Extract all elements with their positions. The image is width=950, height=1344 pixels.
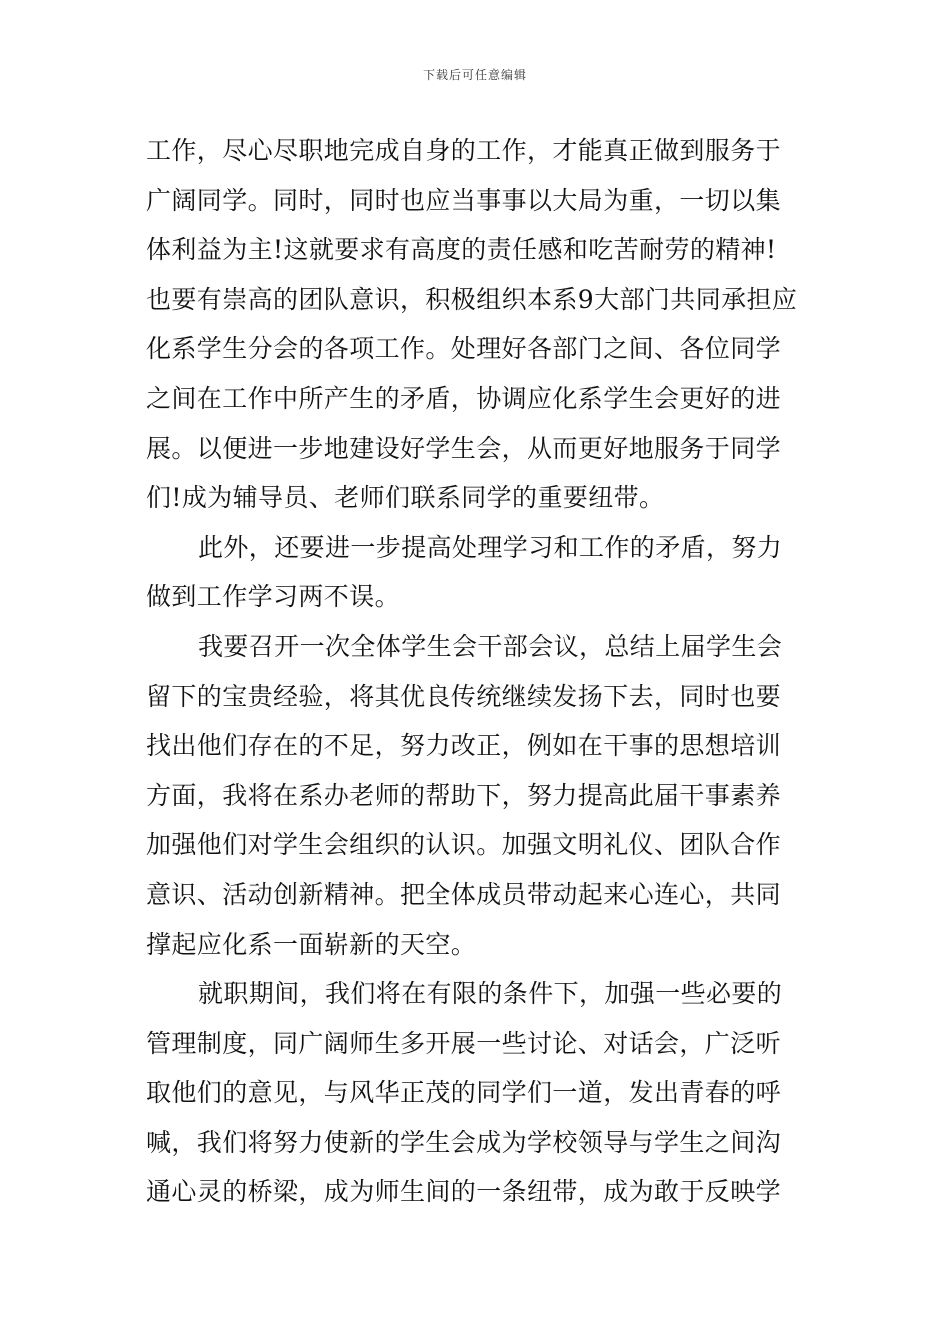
text-line: 加强他们对学生会组织的认识。加强文明礼仪、团队合作 [146, 830, 782, 860]
text-line: 方面，我将在系办老师的帮助下，努力提高此届干事素养 [146, 780, 782, 810]
text-line: 广阔同学。同时，同时也应当事事以大局为重，一切以集 [146, 185, 782, 215]
text-line: 撑起应化系一面崭新的天空。 [146, 929, 477, 959]
text-line: 化系学生分会的各项工作。处理好各部门之间、各位同学 [146, 334, 782, 364]
text-line: 管理制度，同广阔师生多开展一些讨论、对话会，广泛听 [146, 1028, 782, 1058]
text-line: 体利益为主!这就要求有高度的责任感和吃苦耐劳的精神! [146, 235, 777, 265]
text-line: 意识、活动创新精神。把全体成员带动起来心连心，共同 [146, 879, 782, 909]
text-line: 展。以便进一步地建设好学生会，从而更好地服务于同学 [146, 433, 782, 463]
text-line: 找出他们存在的不足，努力改正，例如在干事的思想培训 [146, 731, 782, 761]
paragraph-start-line: 就职期间，我们将在有限的条件下，加强一些必要的 [198, 979, 783, 1009]
paragraph-start-line: 我要召开一次全体学生会干部会议，总结上届学生会 [198, 631, 783, 661]
text-line: 做到工作学习两不误。 [146, 582, 401, 612]
page-header-note: 下载后可任意编辑 [422, 68, 527, 82]
text-line: 之间在工作中所产生的矛盾，协调应化系学生会更好的进 [146, 383, 782, 413]
text-line: 留下的宝贵经验，将其优良传统继续发扬下去，同时也要 [146, 681, 782, 711]
text-line: 们!成为辅导员、老师们联系同学的重要纽带。 [146, 483, 665, 513]
paragraph-start-line: 此外，还要进一步提高处理学习和工作的矛盾，努力 [198, 532, 783, 562]
text-line: 取他们的意见，与风华正茂的同学们一道，发出青春的呼 [146, 1078, 782, 1108]
text-line: 也要有崇高的团队意识，积极组织本系9大部门共同承担应 [146, 284, 798, 314]
text-line: 通心灵的桥梁，成为师生间的一条纽带，成为敢于反映学 [146, 1177, 782, 1207]
document-body [146, 126, 806, 1217]
text-line: 工作，尽心尽职地完成自身的工作，才能真正做到服务于 [146, 136, 782, 165]
text-line: 喊，我们将努力使新的学生会成为学校领导与学生之间沟 [146, 1127, 782, 1157]
